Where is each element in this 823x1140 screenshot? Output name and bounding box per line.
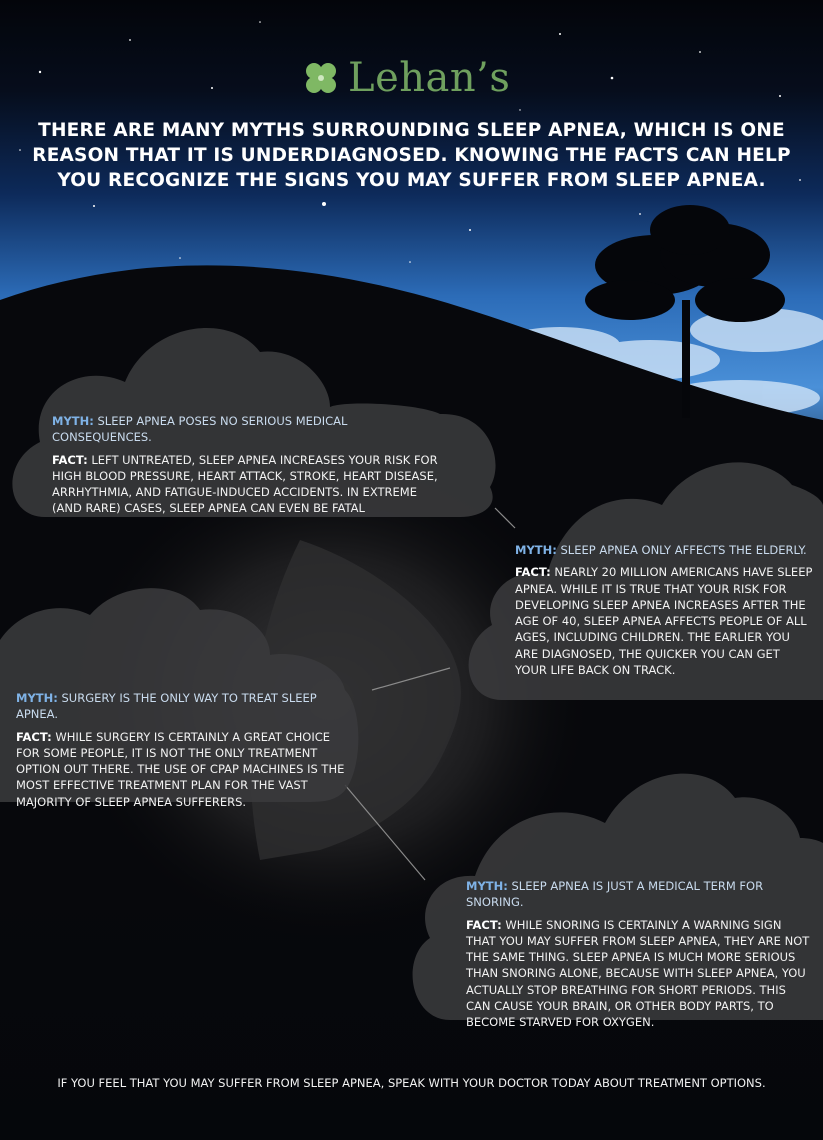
fact-label: FACT: bbox=[16, 729, 52, 744]
myth-text: SLEEP APNEA ONLY AFFECTS THE ELDERLY. bbox=[560, 543, 807, 557]
fact-label: FACT: bbox=[52, 452, 88, 467]
myth-text: SURGERY IS THE ONLY WAY TO TREAT SLEEP APNEA. bbox=[16, 691, 317, 722]
four-leaf-clover-icon bbox=[300, 57, 342, 99]
fact-text: NEARLY 20 MILLION AMERICANS HAVE SLEEP APNEA. WHILE IT IS TRUE THAT YOUR RISK FOR DEVELOPING SLEEP APNEA INCREASES AFTER THE AGE OF 40, SLEEP APNEA AFFECTS PEOPLE OF ALL AGES, INCLUDING CHILDREN. THE EARLIER YOU ARE DIAGNOSED, THE QUICKER YOU CAN GET YOUR LIFE BACK ON TRACK. bbox=[515, 565, 813, 678]
myth-card-4 bbox=[466, 878, 811, 1031]
myth-label: MYTH: bbox=[466, 879, 508, 893]
fact-text: WHILE SURGERY IS CERTAINLY A GREAT CHOICE FOR SOME PEOPLE, IT IS NOT THE ONLY TREATMENT OPTION OUT THERE. THE USE OF CPAP MACHINES IS THE MOST EFFECTIVE TREATMENT PLAN FOR THE VAST MAJORITY OF SLEEP APNEA SUFFERERS. bbox=[16, 729, 345, 809]
myth-text: SLEEP APNEA IS JUST A MEDICAL TERM FOR SNORING. bbox=[466, 879, 764, 910]
fact-label: FACT: bbox=[515, 565, 551, 580]
fact-label: FACT: bbox=[466, 917, 502, 932]
myth-label: MYTH: bbox=[515, 543, 557, 557]
myth-card-1 bbox=[52, 413, 442, 517]
fact-text: WHILE SNORING IS CERTAINLY A WARNING SIGN THAT YOU MAY SUFFER FROM SLEEP APNEA, THEY ARE NOT THE SAME THING. SLEEP APNEA IS MUCH MORE SERIOUS THAN SNORING ALONE, BECAUSE WITH SLEEP APNEA, YOU ACTUALLY STOP BREATHING FOR SHORT PERIODS. THIS CAN CAUSE YOUR BRAIN, OR OTHER BODY PARTS, TO BECOME STARVED FOR OXYGEN. bbox=[466, 917, 810, 1030]
fact-text: LEFT UNTREATED, SLEEP APNEA INCREASES YOUR RISK FOR HIGH BLOOD PRESSURE, HEART ATTACK, STROKE, HEART DISEASE, ARRHYTHMIA, AND FATIGUE-INDUCED ACCIDENTS. IN EXTREME (AND RARE) CASES, SLEEP APNEA CAN EVEN BE FATAL bbox=[52, 452, 438, 516]
myth-card-2 bbox=[515, 542, 815, 678]
page-headline: THERE ARE MANY MYTHS SURROUNDING SLEEP APNEA, WHICH IS ONE REASON THAT IT IS UNDERDIAGNOSED. KNOWING THE FACTS CAN HELP YOU RECOGNIZE THE SIGNS YOU MAY SUFFER FROM SLEEP APNEA. bbox=[32, 120, 791, 191]
brand-logo bbox=[300, 52, 510, 104]
myth-card-3 bbox=[16, 690, 356, 810]
myth-label: MYTH: bbox=[52, 414, 94, 428]
myth-text: SLEEP APNEA POSES NO SERIOUS MEDICAL CONSEQUENCES. bbox=[52, 414, 348, 445]
brand-name: Lehan’s bbox=[348, 55, 511, 101]
myth-label: MYTH: bbox=[16, 691, 58, 705]
footer-call-to-action: IF YOU FEEL THAT YOU MAY SUFFER FROM SLEEP APNEA, SPEAK WITH YOUR DOCTOR TODAY ABOUT TREATMENT OPTIONS. bbox=[57, 1076, 766, 1090]
